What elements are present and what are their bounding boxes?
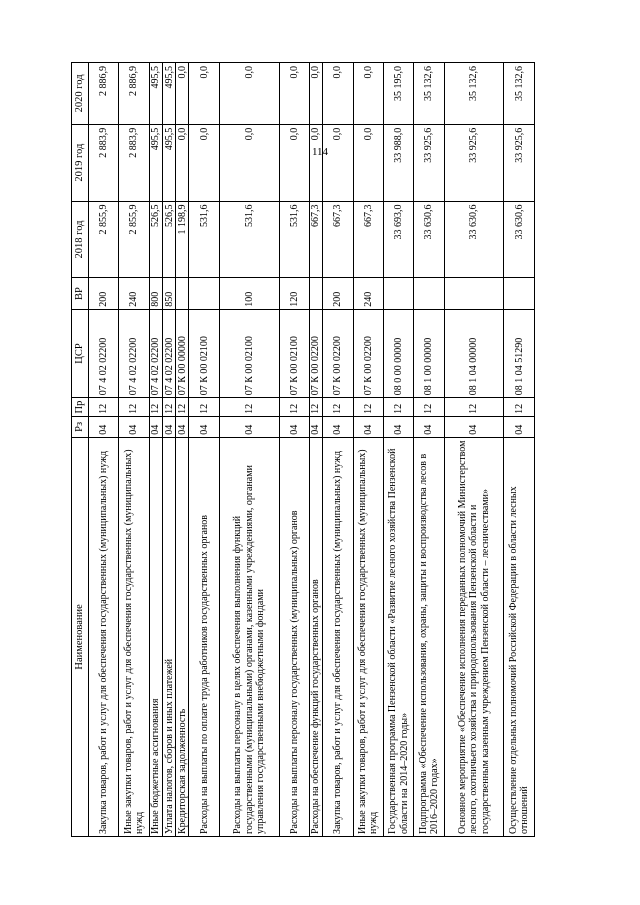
- row-vr: 240: [353, 278, 383, 309]
- row-csr: 07 К 00 02100: [219, 309, 279, 397]
- row-2018: 33 630,6: [414, 201, 444, 278]
- row-rz: 04: [163, 416, 176, 437]
- row-2020: 2 886,9: [89, 63, 119, 125]
- table-row: [504, 63, 535, 837]
- row-2020: 495,5: [149, 63, 162, 125]
- row-name: Закупка товаров, работ и услуг для обеспечения государственных (муниципальных) нужд: [89, 437, 119, 836]
- row-pr: 12: [504, 398, 535, 417]
- row-2018: 1 198,9: [176, 201, 189, 278]
- row-name: Подпрограмма «Обеспечение использования, охраны, защиты и воспроизводства лесов в 2016–2020 годах»: [414, 437, 444, 836]
- row-2020: 0,0: [279, 63, 309, 125]
- row-name: Осуществление отдельных полномочий Российской Федерации в области лесных отношений: [504, 437, 535, 836]
- row-2019: 495,5: [163, 124, 176, 201]
- row-csr: 08 0 00 00000: [383, 309, 413, 397]
- row-vr: [189, 278, 219, 309]
- row-rz: 04: [504, 416, 535, 437]
- row-2018: 33 693,0: [383, 201, 413, 278]
- row-rz: 04: [309, 416, 322, 437]
- row-csr: 08 1 04 00000: [444, 309, 504, 397]
- table-row: [119, 63, 149, 837]
- row-csr: 07 К 00 02100: [279, 309, 309, 397]
- row-2019: 0,0: [176, 124, 189, 201]
- row-vr: 200: [323, 278, 353, 309]
- row-2020: 0,0: [353, 63, 383, 125]
- table-row: [219, 63, 279, 837]
- row-vr: [383, 278, 413, 309]
- table-row: [176, 63, 189, 837]
- row-2019: 0,0: [323, 124, 353, 201]
- row-2018: 667,3: [309, 201, 322, 278]
- header-2018: 2018 год: [72, 201, 89, 278]
- table-row: [279, 63, 309, 837]
- row-vr: 120: [279, 278, 309, 309]
- row-name: Расходы на выплаты персоналу государственных (муниципальных) органов: [279, 437, 309, 836]
- row-2018: 667,3: [323, 201, 353, 278]
- row-name: Иные закупки товаров, работ и услуг для обеспечения государственных (муниципальных) нужд: [353, 437, 383, 836]
- budget-table: [71, 62, 535, 837]
- row-2018: 33 630,6: [444, 201, 504, 278]
- rotated-table-wrapper: [71, 62, 535, 837]
- row-csr: 07 К 00 02200: [309, 309, 322, 397]
- row-name: Иные закупки товаров, работ и услуг для обеспечения государственных (муниципальных) нужд: [119, 437, 149, 836]
- row-csr: 08 1 00 00000: [414, 309, 444, 397]
- row-2019: 2 883,9: [119, 124, 149, 201]
- row-vr: [309, 278, 322, 309]
- row-csr: 07 К 00 02200: [353, 309, 383, 397]
- row-2019: 495,5: [149, 124, 162, 201]
- header-2019: 2019 год: [72, 124, 89, 201]
- row-2019: 0,0: [309, 124, 322, 201]
- row-name: Иные бюджетные ассигнования: [149, 437, 162, 836]
- row-2018: 526,5: [163, 201, 176, 278]
- row-2018: 531,6: [219, 201, 279, 278]
- row-csr: 07 4 02 02200: [119, 309, 149, 397]
- table-body: [89, 63, 535, 837]
- table-row: [189, 63, 219, 837]
- row-pr: 12: [119, 398, 149, 417]
- row-2020: 35 132,6: [414, 63, 444, 125]
- row-2020: 0,0: [323, 63, 353, 125]
- row-rz: 04: [323, 416, 353, 437]
- row-vr: [444, 278, 504, 309]
- row-csr: 07 К 00 02200: [323, 309, 353, 397]
- row-2020: 0,0: [309, 63, 322, 125]
- row-2018: 667,3: [353, 201, 383, 278]
- row-vr: 200: [89, 278, 119, 309]
- row-2018: 2 855,9: [119, 201, 149, 278]
- row-pr: 12: [309, 398, 322, 417]
- row-2020: 0,0: [189, 63, 219, 125]
- row-vr: 240: [119, 278, 149, 309]
- row-csr: 07 4 02 02200: [89, 309, 119, 397]
- table-row: [383, 63, 413, 837]
- row-name: Расходы на выплаты по оплате труда работников государственных органов: [189, 437, 219, 836]
- row-2019: 0,0: [219, 124, 279, 201]
- row-2019: 33 925,6: [504, 124, 535, 201]
- row-csr: 07 4 02 02200: [149, 309, 162, 397]
- row-2020: 2 886,9: [119, 63, 149, 125]
- row-2018: 33 630,6: [504, 201, 535, 278]
- row-vr: 100: [219, 278, 279, 309]
- row-rz: 04: [119, 416, 149, 437]
- row-pr: 12: [189, 398, 219, 417]
- row-2020: 35 132,6: [504, 63, 535, 125]
- row-rz: 04: [444, 416, 504, 437]
- header-2020: 2020 год: [72, 63, 89, 125]
- table-row: [414, 63, 444, 837]
- table-row: [309, 63, 322, 837]
- table-row: [323, 63, 353, 837]
- row-2020: 0,0: [176, 63, 189, 125]
- row-pr: 12: [163, 398, 176, 417]
- header-csr: ЦСР: [72, 309, 89, 397]
- row-2019: 0,0: [279, 124, 309, 201]
- row-vr: [414, 278, 444, 309]
- row-2020: 495,5: [163, 63, 176, 125]
- row-pr: 12: [383, 398, 413, 417]
- row-pr: 12: [323, 398, 353, 417]
- row-2020: 35 195,0: [383, 63, 413, 125]
- row-rz: 04: [149, 416, 162, 437]
- row-2020: 0,0: [219, 63, 279, 125]
- table-row: [89, 63, 119, 837]
- row-2019: 0,0: [189, 124, 219, 201]
- header-vr: ВР: [72, 278, 89, 309]
- row-pr: 12: [353, 398, 383, 417]
- row-rz: 04: [189, 416, 219, 437]
- row-rz: 04: [279, 416, 309, 437]
- row-pr: 12: [89, 398, 119, 417]
- row-rz: 04: [383, 416, 413, 437]
- row-pr: 12: [444, 398, 504, 417]
- table-header-row: [72, 63, 89, 837]
- row-2018: 2 855,9: [89, 201, 119, 278]
- row-name: Государственная программа Пензенской области «Развитие лесного хозяйства Пензенской области на 2014–2020 годы»: [383, 437, 413, 836]
- row-2018: 526,5: [149, 201, 162, 278]
- row-pr: 12: [149, 398, 162, 417]
- row-name: Основное мероприятие «Обеспечение исполнения переданных полномочий Министерством лесного, охотничьего хозяйства и природопользования Пензенской области и государственным казенным учреждением Пензенской области – лесничествами»: [444, 437, 504, 836]
- row-pr: 12: [414, 398, 444, 417]
- row-rz: 04: [176, 416, 189, 437]
- row-pr: 12: [219, 398, 279, 417]
- row-name: Уплата налогов, сборов и иных платежей: [163, 437, 176, 836]
- row-2019: 2 883,9: [89, 124, 119, 201]
- table-row: [353, 63, 383, 837]
- row-vr: [504, 278, 535, 309]
- row-2018: 531,6: [189, 201, 219, 278]
- row-2019: 33 988,0: [383, 124, 413, 201]
- row-rz: 04: [219, 416, 279, 437]
- row-rz: 04: [89, 416, 119, 437]
- page-number: 114: [311, 146, 329, 158]
- row-vr: [176, 278, 189, 309]
- row-pr: 12: [176, 398, 189, 417]
- header-pr: Пр: [72, 398, 89, 417]
- row-pr: 12: [279, 398, 309, 417]
- header-name: Наименование: [72, 437, 89, 836]
- table-row: [444, 63, 504, 837]
- row-rz: 04: [353, 416, 383, 437]
- header-rz: Рз: [72, 416, 89, 437]
- row-vr: 850: [163, 278, 176, 309]
- row-2018: 531,6: [279, 201, 309, 278]
- row-name: Закупка товаров, работ и услуг для обеспечения государственных (муниципальных) нужд: [323, 437, 353, 836]
- row-csr: 07 К 00 02100: [189, 309, 219, 397]
- table-row: [149, 63, 162, 837]
- row-csr: 07 4 02 02200: [163, 309, 176, 397]
- table-row: [163, 63, 176, 837]
- row-2020: 35 132,6: [444, 63, 504, 125]
- row-2019: 0,0: [353, 124, 383, 201]
- row-2019: 33 925,6: [444, 124, 504, 201]
- row-2019: 33 925,6: [414, 124, 444, 201]
- row-name: Расходы на обеспечение функций государственных органов: [309, 437, 322, 836]
- row-csr: 08 1 04 51290: [504, 309, 535, 397]
- row-name: Расходы на выплаты персоналу в целях обеспечения выполнения функций государственными (муниципальными) органами, казенными учреждениями, органами управления государственными внебюджетными фондами: [219, 437, 279, 836]
- row-name: Кредиторская задолженность: [176, 437, 189, 836]
- row-vr: 800: [149, 278, 162, 309]
- row-csr: 07 К 00 00000: [176, 309, 189, 397]
- row-rz: 04: [414, 416, 444, 437]
